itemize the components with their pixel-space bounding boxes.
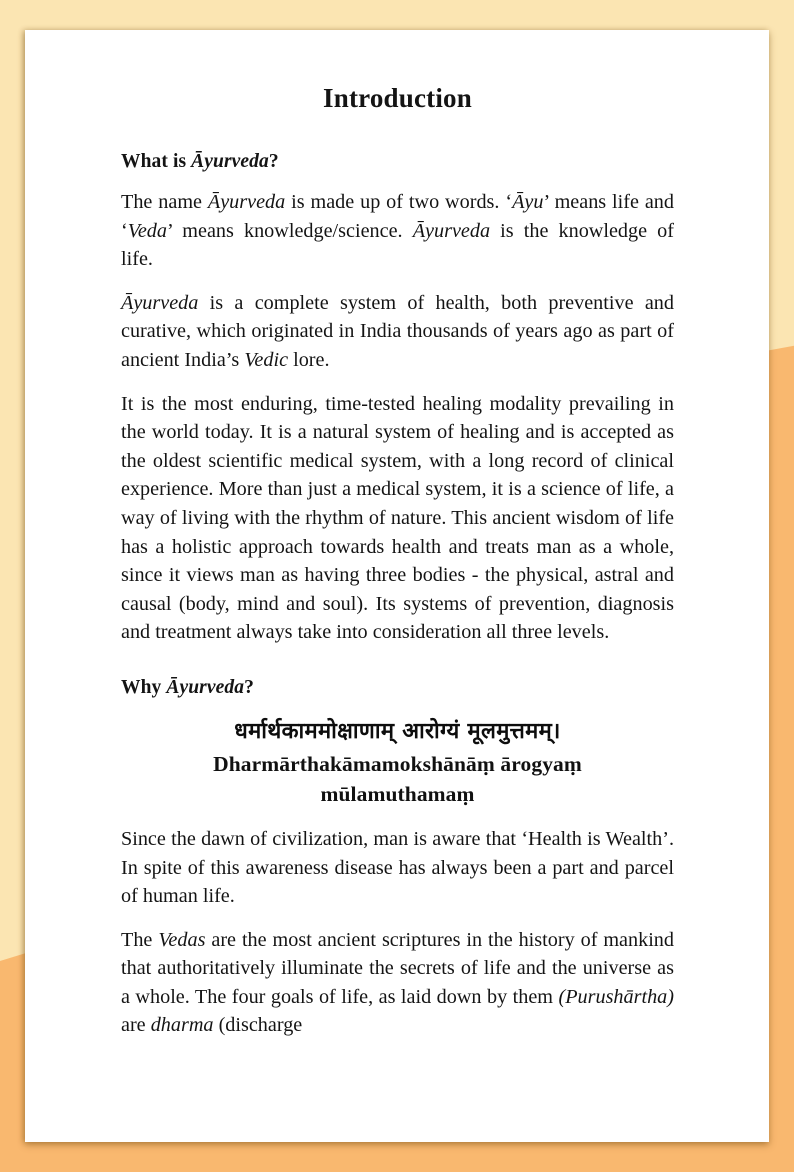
italic-term: Āyurveda: [121, 291, 199, 314]
heading-what-is-ayurveda: [121, 114, 674, 173]
italic-term: (Purushārtha): [558, 985, 674, 1008]
paragraph-complete-system: [121, 274, 674, 375]
verse-transliteration-line-2: mūlamuthamaṃ: [320, 781, 475, 806]
heading-why-ayurveda: [121, 647, 674, 699]
text-run: is made up of two words. ‘: [285, 191, 513, 213]
italic-term: Āyu: [512, 191, 544, 213]
text-run: is a complete system of health, both preventive and curative, which originated in India thousands of years ago as part of ancient India’s: [121, 291, 674, 371]
text-run: lore.: [288, 348, 330, 371]
italic-term: Āyurveda: [207, 191, 286, 213]
text-run: The name: [121, 191, 208, 213]
text-run: The: [121, 928, 159, 951]
paragraph-health-is-wealth: Since the dawn of civilization, man is aware that ‘Health is Wealth’. In spite of this awareness disease has always been a part and parcel of human life.: [121, 827, 674, 908]
text-run: ’ means life and ‘: [121, 191, 674, 242]
page-title: Introduction: [323, 83, 472, 113]
heading-suffix: ?: [244, 676, 254, 698]
text-run: are: [121, 1014, 151, 1037]
heading-prefix: What is: [121, 151, 192, 172]
italic-term: Āyurveda: [412, 219, 491, 242]
heading-suffix: ?: [268, 151, 279, 172]
italic-term: dharma: [150, 1014, 214, 1037]
italic-term: Vedic: [244, 348, 289, 371]
text-run: ’ means knowledge/science.: [166, 219, 413, 242]
italic-term: Vedas: [158, 928, 206, 951]
heading-term: Āyurveda: [166, 676, 245, 698]
text-run: is the knowledge of life.: [121, 219, 674, 271]
paragraph-most-enduring: It is the most enduring, time-tested healing modality prevailing in the world today. It is a natural system of healing and is accepted as the oldest scientific medical system, with a long record of clinical experience. More than just a medical system, it is a science of life, a way of living with the rhythm of nature. This ancient wisdom of life has a holistic approach towards health and treats man as a whole, since it views man as having three bodies - the physical, astral and causal (body, mind and soul). Its systems of prevention, diagnosis and treatment always take into consideration all three levels.: [121, 392, 674, 644]
paper-sheet: [25, 30, 769, 1142]
verse-transliteration-line-1: Dharmārthakāmamokshānāṃ ārogyaṃ: [213, 751, 582, 776]
heading-prefix: Why: [121, 676, 167, 698]
heading-term: Āyurveda: [191, 151, 269, 172]
sanskrit-verse-block: [121, 699, 674, 809]
text-run: (discharge: [213, 1014, 303, 1037]
paragraph-name-of-ayurveda: [121, 173, 674, 274]
document-content: [121, 30, 674, 1142]
verse-devanagari: धर्मार्थकाममोक्षाणाम् आरोग्यं मूलमुत्तमम्।: [234, 718, 561, 744]
text-run: are the most ancient scriptures in the history of mankind that authoritatively illuminate the secrets of life and the universe as a whole. The four goals of life, as laid down by them: [121, 928, 674, 1008]
italic-term: Veda: [127, 219, 167, 242]
paragraph-vedas: [121, 911, 674, 1040]
